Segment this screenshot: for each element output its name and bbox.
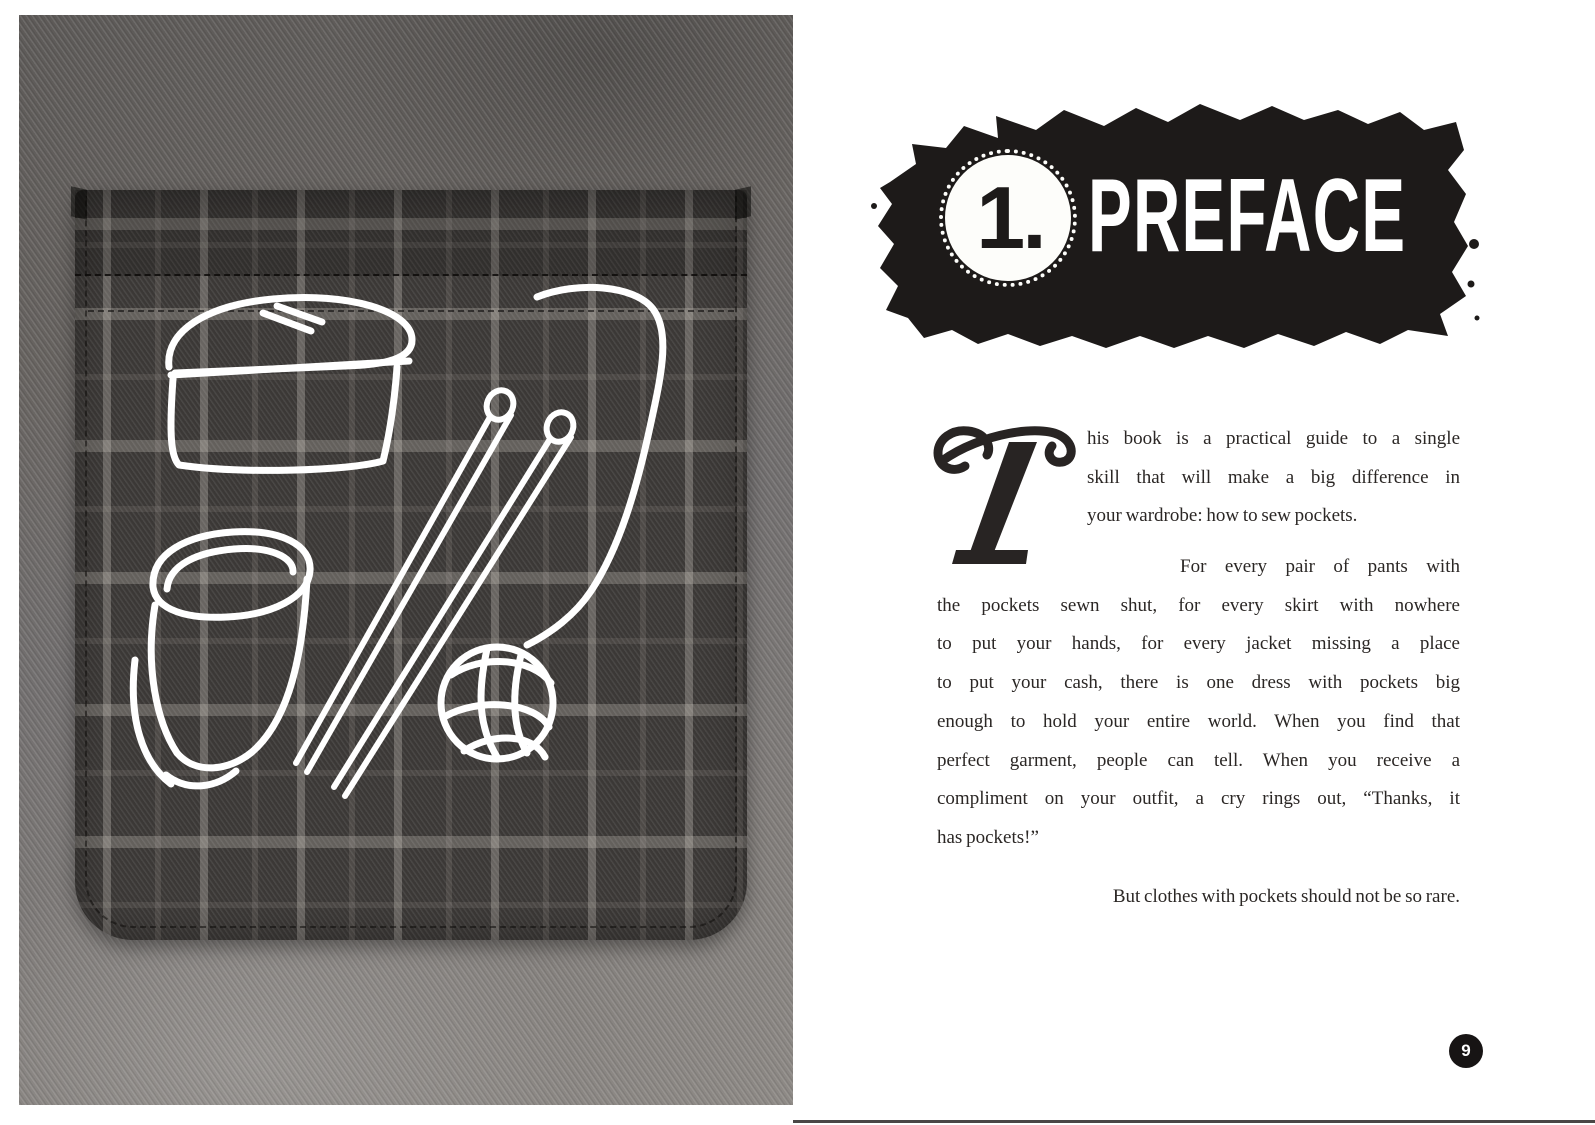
chapter-number: 1. [976,168,1044,267]
bread-loaf-icon [169,298,412,471]
pocket-photo [19,15,793,1105]
chapter-number-circle [945,155,1071,281]
body-line: skill that will make a big difference in [1087,466,1460,488]
body-line: has pockets!” [937,826,1039,848]
body-line: perfect garment, people can tell. When you receive a [937,749,1460,771]
doodles-overlay [19,15,793,1105]
yarn-ball-icon [441,287,663,759]
body-line: But clothes with pockets should not be so rare. [1112,885,1460,907]
paragraph-p2 [937,548,1460,858]
page-number-badge [1449,1034,1483,1068]
next-page-edge [793,1120,1595,1123]
chapter-title: PREFACE [1088,157,1407,274]
body-line: compliment on your outfit, a cry rings out, “Thanks, it [937,788,1460,810]
body-line: to put your cash, there is one dress with pockets big [937,672,1460,694]
knitting-needles-icon [296,386,578,796]
page-number: 9 [1461,1041,1471,1060]
body-line: For every pair of pants with [1180,556,1460,578]
body-line: his book is a practical guide to a single [1087,428,1460,449]
body-line: enough to hold your entire world. When you find that [937,710,1460,732]
paragraph-p3 [937,878,1460,917]
body-line: your wardrobe: how to sew pockets. [1087,505,1358,527]
drop-cap-letter-T [929,420,1079,572]
body-text [937,420,1460,916]
body-line: the pockets sewn shut, for every skirt with nowhere [937,594,1460,616]
teacup-icon [133,532,310,786]
body-line: to put your hands, for every jacket missing a place [937,633,1460,655]
